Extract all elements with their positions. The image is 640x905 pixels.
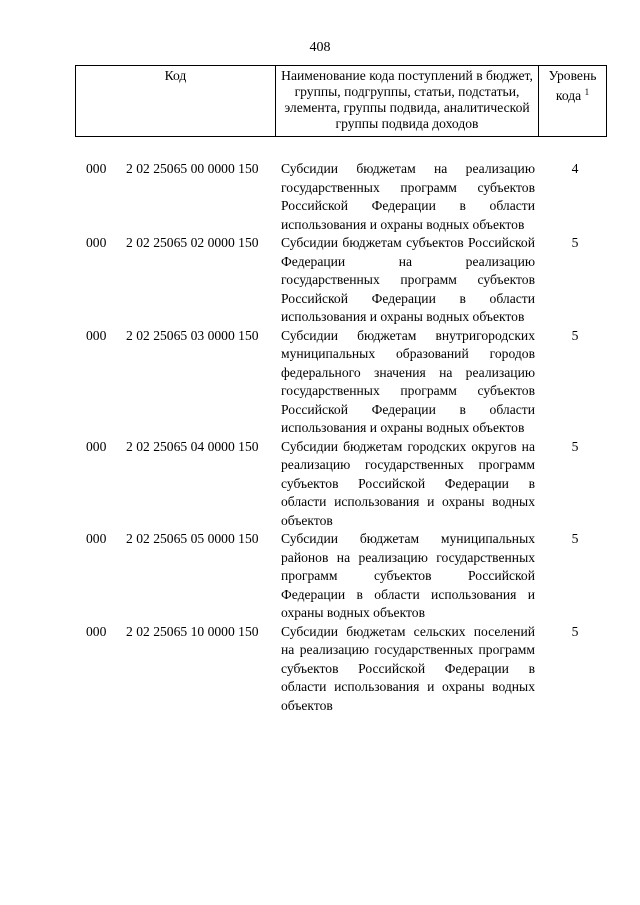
admin-code: 000: [86, 327, 107, 343]
table-header: [75, 65, 607, 137]
revenue-name: Субсидии бюджетам сельских поселений на реализацию государственных программ субъектов Российской Федерации в области использования и охраны водных объектов: [281, 623, 535, 713]
table-row: [0, 438, 640, 531]
revenue-code: 2 02 25065 04 0000 150: [126, 438, 259, 454]
admin-code: 000: [86, 161, 107, 176]
header-code: Код: [76, 66, 276, 136]
admin-code: 000: [86, 531, 107, 546]
code-level: 5: [571, 623, 579, 639]
code-level: 4: [571, 161, 579, 176]
revenue-code: 2 02 25065 02 0000 150: [126, 235, 259, 250]
page-number: 408: [309, 40, 331, 55]
revenue-name: Субсидии бюджетам субъектов Российской Федерации на реализацию государственных программ субъектов Российской Федерации в области использования и охраны водных объектов: [281, 235, 535, 324]
table-body: [0, 160, 640, 715]
revenue-name: Субсидии бюджетам муниципальных районов на реализацию государственных программ субъектов Российской Федерации в области использования и охраны водных объектов: [281, 531, 535, 620]
admin-code: 000: [86, 438, 107, 454]
revenue-code: 2 02 25065 03 0000 150: [126, 327, 259, 343]
code-level: 5: [571, 438, 579, 454]
revenue-name: Субсидии бюджетам внутригородских муниципальных образований городов федерального значения на реализацию государственных программ субъектов Российской Федерации в области использования и охраны водных объектов: [281, 327, 535, 435]
table-row: [0, 234, 640, 327]
code-level: 5: [571, 531, 579, 546]
revenue-name: Субсидии бюджетам на реализацию государственных программ субъектов Российской Федерации в области использования и охраны водных объектов: [281, 161, 535, 232]
header-level-label: Уровень кода: [548, 68, 597, 103]
admin-code: 000: [86, 235, 107, 250]
table-row: [0, 623, 640, 716]
revenue-name: Субсидии бюджетам городских округов на реализацию государственных программ субъектов Российской Федерации в области использования и охраны водных объектов: [281, 438, 535, 528]
table-row: [0, 160, 640, 234]
table-row: [0, 530, 640, 623]
header-name: Наименование кода поступлений в бюджет, группы, подгруппы, статьи, подстатьи, элемента, группы подвида, аналитической группы подвида доходов: [276, 66, 539, 136]
revenue-code: 2 02 25065 10 0000 150: [126, 623, 259, 639]
code-level: 5: [571, 235, 579, 250]
footnote-marker: 1: [584, 87, 590, 97]
code-level: 5: [571, 327, 579, 343]
admin-code: 000: [86, 623, 107, 639]
header-level: [539, 66, 606, 138]
revenue-code: 2 02 25065 00 0000 150: [126, 161, 259, 176]
table-row: [0, 327, 640, 438]
revenue-code: 2 02 25065 05 0000 150: [126, 531, 259, 546]
